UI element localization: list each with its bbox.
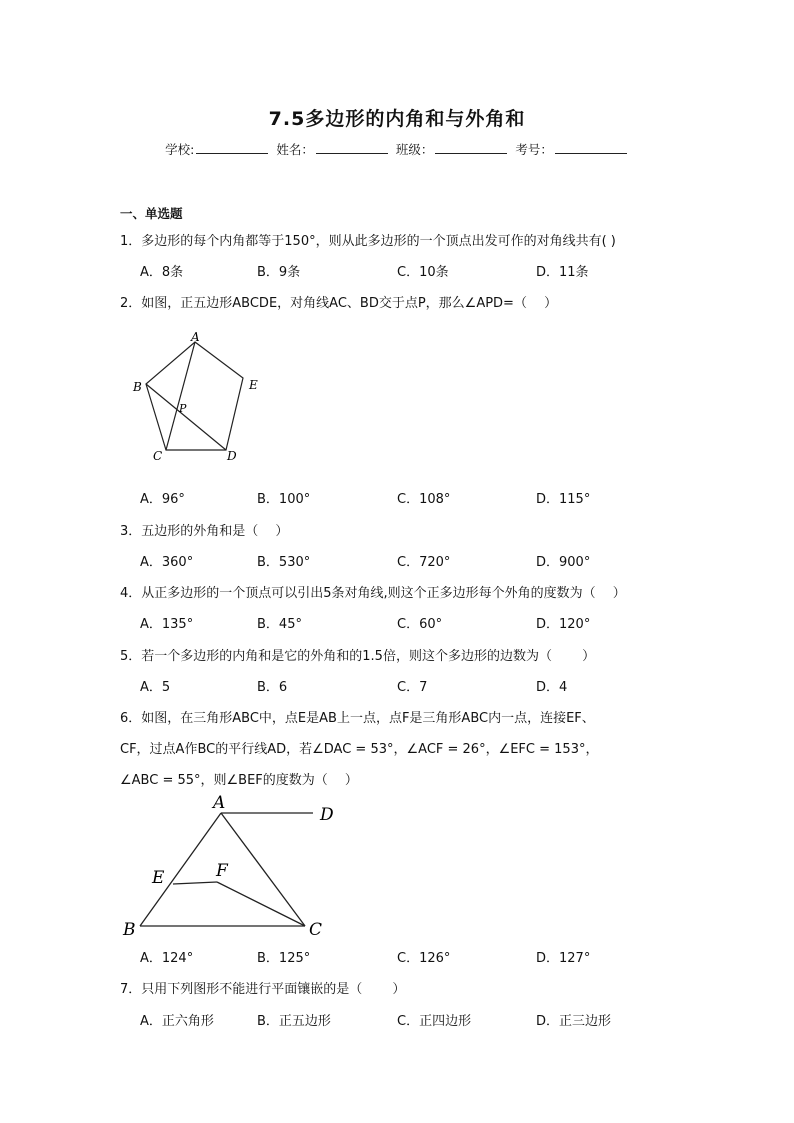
q5-option-d: D．4 xyxy=(536,680,568,695)
label-d: D xyxy=(227,449,237,463)
question-6-line-2: CF，过点A作BC的平行线AD，若∠DAC = 53°，∠ACF = 26°，∠EFC = 153°， xyxy=(120,742,599,757)
question-6-line-1: 6．如图，在三角形ABC中，点E是AB上一点，点F是三角形ABC内一点，连接EF、 xyxy=(120,711,595,726)
pentagon-figure xyxy=(125,330,275,465)
q5-option-b: B．6 xyxy=(257,680,288,695)
question-1: 1．多边形的每个内角都等于150°，则从此多边形的一个顶点出发可作的对角线共有( ) xyxy=(120,234,616,249)
q2-option-d: D．115° xyxy=(536,492,591,507)
label-a: A xyxy=(191,330,200,344)
exam-number-blank xyxy=(555,141,627,154)
label-c: C xyxy=(153,449,163,463)
question-4: 4．从正多边形的一个顶点可以引出5条对角线,则这个正多边形每个外角的度数为（ ） xyxy=(120,586,626,601)
side-ac xyxy=(221,813,305,926)
q4-option-a: A．135° xyxy=(140,617,194,632)
page-title: 7.5多边形的内角和与外角和 xyxy=(268,108,526,130)
question-6-line-3: ∠ABC = 55°，则∠BEF的度数为（ ） xyxy=(120,773,358,788)
q6-option-d: D．127° xyxy=(536,951,591,966)
label-e: E xyxy=(249,378,258,392)
name-label: 姓名： xyxy=(276,142,314,157)
section-heading: 一、单选题 xyxy=(120,206,183,221)
q4-option-c: C．60° xyxy=(397,617,443,632)
q4-option-b: B．45° xyxy=(257,617,302,632)
q3-option-d: D．900° xyxy=(536,555,591,570)
q3-option-c: C．720° xyxy=(397,555,451,570)
q3-option-b: B．530° xyxy=(257,555,311,570)
triangle-figure xyxy=(115,792,345,942)
q7-option-d: D．正三边形 xyxy=(536,1014,612,1029)
q6-option-c: C．126° xyxy=(397,951,451,966)
exam-number-label: 考号： xyxy=(515,142,553,157)
student-info-row xyxy=(0,140,794,158)
q5-option-c: C．7 xyxy=(397,680,428,695)
q5-option-a: A．5 xyxy=(140,680,171,695)
diagonal-ac xyxy=(166,342,195,450)
q1-option-c: C．10条 xyxy=(397,265,449,280)
q7-option-c: C．正四边形 xyxy=(397,1014,472,1029)
question-7: 7．只用下列图形不能进行平面镶嵌的是（ ） xyxy=(120,982,406,997)
q1-option-a: A．8条 xyxy=(140,265,184,280)
label-d: D xyxy=(320,805,334,825)
label-a: A xyxy=(213,793,226,813)
class-label: 班级： xyxy=(395,142,434,157)
q1-option-d: D．11条 xyxy=(536,265,589,280)
q1-option-b: B．9条 xyxy=(257,265,301,280)
label-b: B xyxy=(133,380,142,394)
q2-option-b: B．100° xyxy=(257,492,311,507)
diagonal-bd xyxy=(146,384,226,450)
q4-option-d: D．120° xyxy=(536,617,591,632)
school-blank xyxy=(196,141,268,154)
question-5: 5．若一个多边形的内角和是它的外角和的1.5倍，则这个多边形的边数为（ ） xyxy=(120,649,596,664)
segment-fc xyxy=(217,882,305,926)
label-e: E xyxy=(152,868,165,888)
q7-option-b: B．正五边形 xyxy=(257,1014,331,1029)
label-c: C xyxy=(309,920,323,940)
q6-option-b: B．125° xyxy=(257,951,311,966)
label-b: B xyxy=(123,920,136,940)
question-3: 3．五边形的外角和是（ ） xyxy=(120,524,289,539)
label-p: P xyxy=(179,402,187,415)
class-blank xyxy=(435,141,507,154)
q2-option-a: A．96° xyxy=(140,492,185,507)
q7-option-a: A．正六角形 xyxy=(140,1014,214,1029)
label-f: F xyxy=(216,861,228,881)
q3-option-a: A．360° xyxy=(140,555,194,570)
segment-ef xyxy=(173,882,217,884)
name-blank xyxy=(316,141,388,154)
q6-option-a: A．124° xyxy=(140,951,194,966)
q2-option-c: C．108° xyxy=(397,492,451,507)
school-label: 学校: xyxy=(165,142,195,157)
question-2: 2．如图，正五边形ABCDE，对角线AC、BD交于点P，那么∠APD=（ ） xyxy=(120,296,558,311)
